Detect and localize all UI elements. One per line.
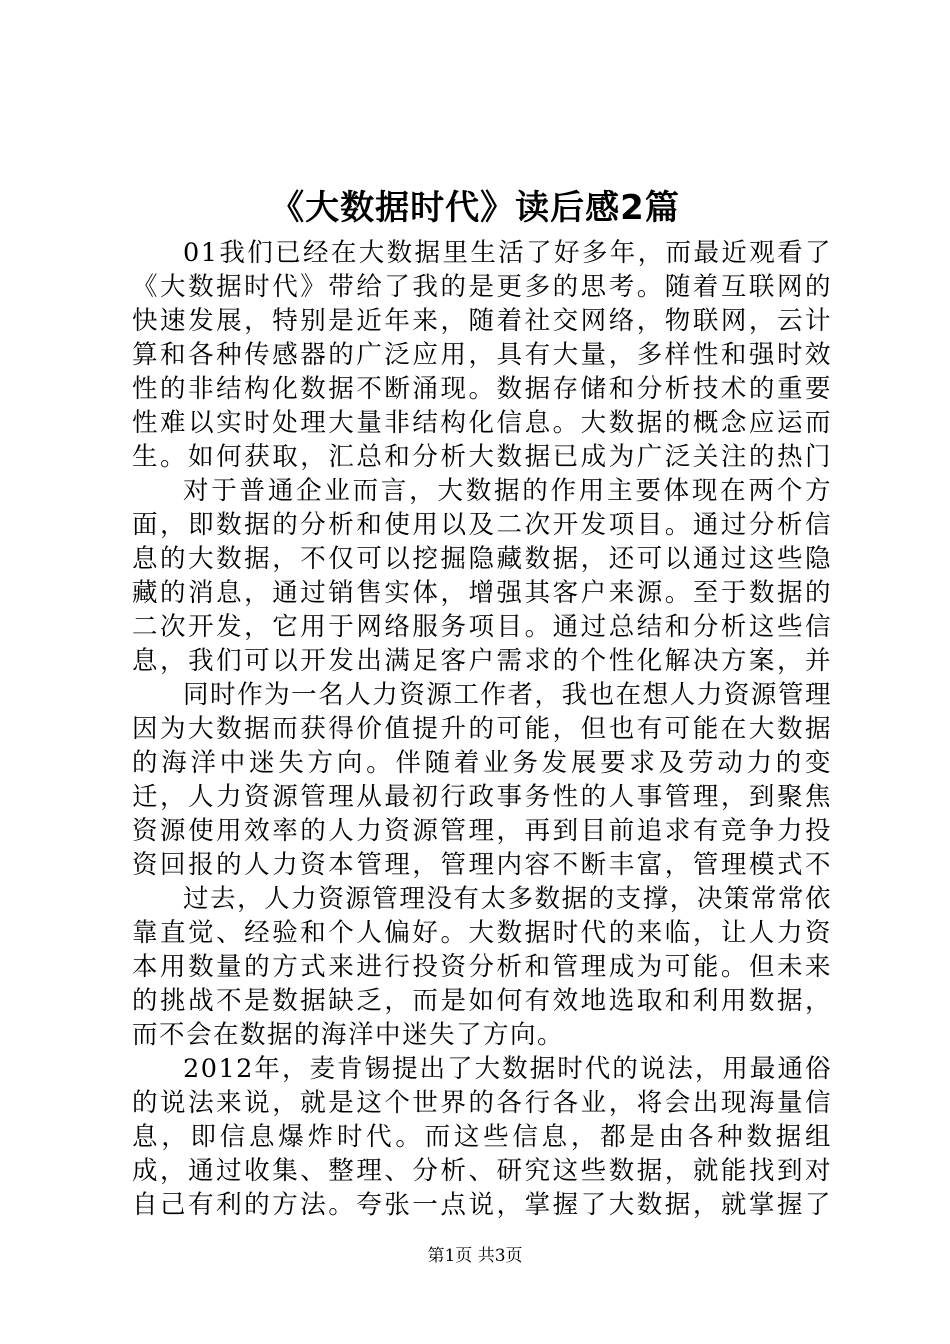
document-body: [132, 236, 832, 1222]
paragraph-3: 同时作为一名人力资源工作者，我也在想人力资源管理因为大数据而获得价值提升的可能，但也有可能在大数据的海洋中迷失方向。伴随着业务发展要求及劳动力的变迁，人力资源管理从最初行政事务性的人事管理，到聚焦资源使用效率的人力资源管理，再到目前追求有竞争力投资回报的人力资本管理，管理内容不断丰富，管理模式不: [132, 680, 832, 880]
paragraph-1: 01我们已经在大数据里生活了好多年，而最近观看了《大数据时代》带给了我的是更多的思考。随着互联网的快速发展，特别是近年来，随着社交网络，物联网，云计算和各种传感器的广泛应用，具有大量，多样性和强时效性的非结构化数据不断涌现。数据存储和分析技术的重要性难以实时处理大量非结构化信息。大数据的概念应运而生。如何获取，汇总和分析大数据已成为广泛关注的热门: [132, 238, 832, 472]
paragraph-2: 对于普通企业而言，大数据的作用主要体现在两个方面，即数据的分析和使用以及二次开发项目。通过分析信息的大数据，不仅可以挖掘隐藏数据，还可以通过这些隐藏的消息，通过销售实体，增强其客户来源。至于数据的二次开发，它用于网络服务项目。通过总结和分析这些信息，我们可以开发出满足客户需求的个性化解决方案，并: [132, 476, 832, 676]
document-title: 《大数据时代》读后感2篇: [270, 188, 680, 228]
paragraph-4: 过去，人力资源管理没有太多数据的支撑，决策常常依靠直觉、经验和个人偏好。大数据时代的来临，让人力资本用数量的方式来进行投资分析和管理成为可能。但未来的挑战不是数据缺乏，而是如何有效地选取和利用数据，而不会在数据的海洋中迷失了方向。: [132, 884, 832, 1050]
page-footer: 第1页 共3页: [427, 1246, 523, 1266]
paragraph-5: 2012年，麦肯锡提出了大数据时代的说法，用最通俗的说法来说，就是这个世界的各行各业，将会出现海量信息，即信息爆炸时代。而这些信息，都是由各种数据组成，通过收集、整理、分析、研究这些数据，就能找到对自己有利的方法。夸张一点说，掌握了大数据，就掌握了: [132, 1054, 832, 1220]
